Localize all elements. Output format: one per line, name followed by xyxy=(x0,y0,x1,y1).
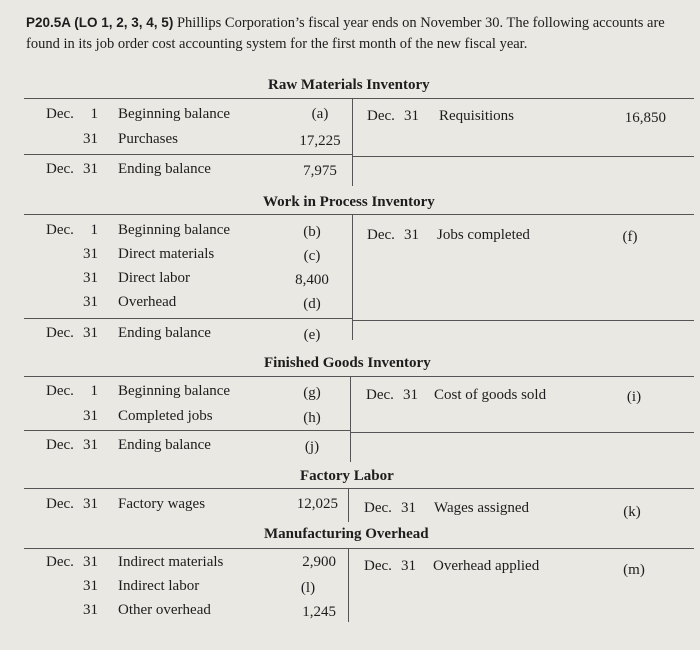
problem-code: P20.5A (LO 1, 2, 3, 4, 5) xyxy=(26,15,174,30)
account-title: Factory Labor xyxy=(300,468,394,484)
ending-month: Dec. xyxy=(46,325,74,341)
credit-day: 31 xyxy=(404,227,419,243)
debit-total-line xyxy=(24,154,352,155)
debit-day: 31 xyxy=(83,294,98,310)
ending-month: Dec. xyxy=(46,437,74,453)
ending-day: 31 xyxy=(83,161,98,177)
credit-desc: Requisitions xyxy=(439,108,515,124)
credit-month: Dec. xyxy=(364,500,392,516)
credit-total-line xyxy=(352,156,694,157)
account-title: Finished Goods Inventory xyxy=(264,355,431,371)
t-account-divider xyxy=(348,548,349,622)
debit-total-line xyxy=(24,430,350,431)
debit-month: Dec. xyxy=(46,106,74,122)
credit-desc: Overhead applied xyxy=(433,558,540,574)
debit-desc: Indirect labor xyxy=(118,578,200,594)
ending-month: Dec. xyxy=(46,161,74,177)
credit-month: Dec. xyxy=(367,108,395,124)
credit-day: 31 xyxy=(401,558,416,574)
debit-day: 31 xyxy=(83,246,98,262)
ending-amount: (e) xyxy=(303,327,321,343)
credit-day: 31 xyxy=(403,387,418,403)
credit-month: Dec. xyxy=(367,227,395,243)
debit-day: 31 xyxy=(83,602,98,618)
debit-amount: (g) xyxy=(303,385,321,401)
ending-desc: Ending balance xyxy=(118,437,211,453)
debit-month: Dec. xyxy=(46,554,74,570)
credit-amount: (k) xyxy=(623,504,641,520)
t-account-divider xyxy=(350,376,351,462)
t-account-divider xyxy=(348,488,349,522)
debit-day: 1 xyxy=(90,106,98,122)
debit-desc: Purchases xyxy=(118,131,178,147)
debit-desc: Beginning balance xyxy=(118,383,231,399)
debit-desc: Factory wages xyxy=(118,496,206,512)
debit-month: Dec. xyxy=(46,222,74,238)
debit-desc: Completed jobs xyxy=(118,408,213,424)
t-account-top-line xyxy=(24,548,694,549)
debit-day: 31 xyxy=(83,408,98,424)
credit-day: 31 xyxy=(401,500,416,516)
debit-amount: 12,025 xyxy=(296,496,338,512)
ending-day: 31 xyxy=(83,325,98,341)
debit-amount: 1,245 xyxy=(302,604,336,620)
debit-day: 31 xyxy=(83,131,98,147)
credit-total-line xyxy=(350,432,694,433)
debit-desc: Beginning balance xyxy=(118,222,231,238)
credit-amount: (m) xyxy=(623,562,645,578)
debit-day: 31 xyxy=(83,578,98,594)
credit-amount: 16,850 xyxy=(624,110,666,126)
ending-desc: Ending balance xyxy=(118,325,211,341)
account-title: Work in Process Inventory xyxy=(263,194,435,210)
credit-total-line xyxy=(352,320,694,321)
credit-amount: (f) xyxy=(622,229,638,245)
debit-day: 31 xyxy=(83,496,98,512)
debit-amount: (a) xyxy=(311,106,329,122)
credit-desc: Jobs completed xyxy=(437,227,530,243)
credit-desc: Cost of goods sold xyxy=(434,387,547,403)
credit-month: Dec. xyxy=(366,387,394,403)
credit-month: Dec. xyxy=(364,558,392,574)
debit-amount: 17,225 xyxy=(299,133,341,149)
credit-day: 31 xyxy=(404,108,419,124)
debit-total-line xyxy=(24,318,352,319)
debit-desc: Indirect materials xyxy=(118,554,224,570)
debit-desc: Other overhead xyxy=(118,602,211,618)
debit-amount: (d) xyxy=(303,296,321,312)
debit-desc: Direct materials xyxy=(118,246,215,262)
debit-desc: Overhead xyxy=(118,294,177,310)
problem-intro xyxy=(26,12,686,55)
t-account-top-line xyxy=(24,98,694,99)
t-account-divider xyxy=(352,214,353,340)
debit-amount: (h) xyxy=(303,410,321,426)
credit-desc: Wages assigned xyxy=(434,500,530,516)
debit-month: Dec. xyxy=(46,496,74,512)
t-account-top-line xyxy=(24,488,694,489)
t-account-top-line xyxy=(24,376,694,377)
debit-amount: 8,400 xyxy=(295,272,329,288)
debit-amount: (c) xyxy=(303,248,321,264)
account-title: Raw Materials Inventory xyxy=(268,77,430,93)
account-title: Manufacturing Overhead xyxy=(264,526,429,542)
debit-desc: Beginning balance xyxy=(118,106,231,122)
ending-amount: 7,975 xyxy=(303,163,337,179)
debit-amount: (l) xyxy=(300,580,316,596)
debit-amount: (b) xyxy=(303,224,321,240)
debit-amount: 2,900 xyxy=(302,554,336,570)
credit-amount: (i) xyxy=(626,389,642,405)
debit-day: 1 xyxy=(90,222,98,238)
ending-day: 31 xyxy=(83,437,98,453)
debit-desc: Direct labor xyxy=(118,270,191,286)
ending-desc: Ending balance xyxy=(118,161,211,177)
debit-day: 1 xyxy=(90,383,98,399)
debit-month: Dec. xyxy=(46,383,74,399)
problem-text: Phillips Corporation’s fiscal year ends on November 30. The following accounts are found in its job order cost accounting system for the first month of the new fiscal year. xyxy=(26,15,665,52)
debit-day: 31 xyxy=(83,270,98,286)
ending-amount: (j) xyxy=(304,439,320,455)
debit-day: 31 xyxy=(83,554,98,570)
t-account-divider xyxy=(352,98,353,186)
t-account-top-line xyxy=(24,214,694,215)
